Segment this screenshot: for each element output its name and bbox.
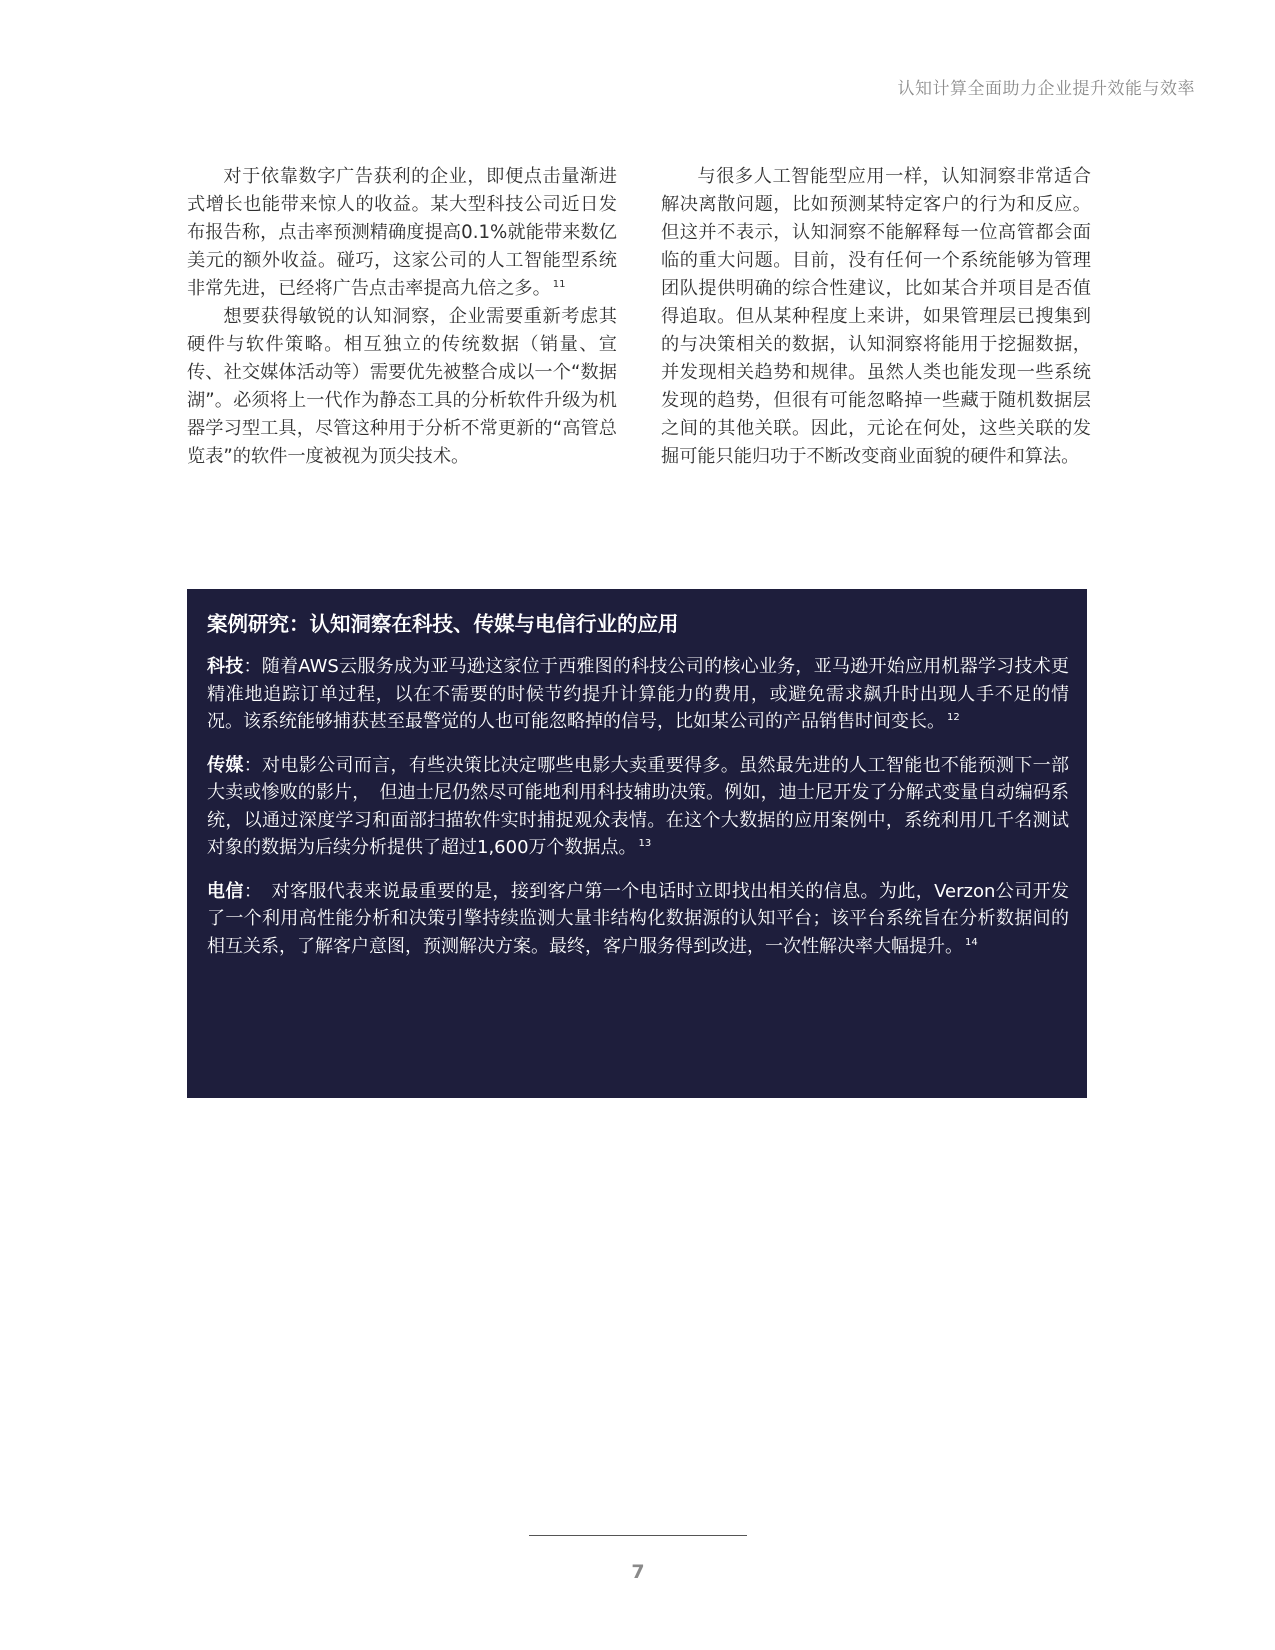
body-columns xyxy=(187,163,1091,471)
case-media-label: 传媒 xyxy=(207,754,244,776)
case-telecom-text: ： 对客服代表来说最重要的是，接到客户第一个电话时立即找出相关的信息。为此，Verzon公司开发了一个利用高性能分析和决策引擎持续监测大量非结构化数据源的认知平台；该平台系统旨在分析数据间的相互关系，了解客户意图，预测解决方案。最终，客户服务得到改进，一次性解决率大幅提升。 xyxy=(207,880,1069,957)
case-study-box xyxy=(187,589,1087,1098)
footnote-ref[interactable]: 13 xyxy=(638,838,652,849)
footnote-ref[interactable]: 14 xyxy=(965,936,978,948)
paragraph-text: 想要获得敏锐的认知洞察，企业需要重新考虑其硬件与软件策略。相互独立的传统数据（销量、宣传、社交媒体活动等）需要优先被整合成以一个“数据湖”。必须将上一代作为静态工具的分析软件升级为机器学习型工具，尽管这种用于分析不常更新的“高管总览表”的软件一度被视为顶尖技术。 xyxy=(187,306,617,467)
paragraph xyxy=(661,163,1091,471)
footnote-ref[interactable]: 11 xyxy=(552,278,566,290)
case-media-paragraph xyxy=(207,752,1069,862)
paragraph-text: 与很多人工智能型应用一样，认知洞察非常适合解决离散问题，比如预测某特定客户的行为和反应。但这并不表示，认知洞察不能解释每一位高管都会面临的重大问题。目前，没有任何一个系统能够为管理团队提供明确的综合性建议，比如某合并项目是否值得追取。但从某种程度上来讲，如果管理层已搜集到的与决策相关的数据，认知洞察将能用于挖掘数据，并发现相关趋势和规律。虽然人类也能发现一些系统发现的趋势，但很有可能忽略掉一些藏于随机数据层之间的其他关联。因此，元论在何处，这些关联的发掘可能只能归功于不断改变商业面貌的硬件和算法。 xyxy=(661,166,1091,467)
right-column xyxy=(661,163,1091,471)
footnote-ref[interactable]: 12 xyxy=(947,712,960,723)
paragraph xyxy=(187,163,617,303)
page-number: 7 xyxy=(631,1561,645,1583)
footer-divider xyxy=(529,1535,747,1536)
case-tech-paragraph xyxy=(207,653,1069,736)
left-column xyxy=(187,163,617,471)
case-media-text: ：对电影公司而言，有些决策比决定哪些电影大卖重要得多。虽然最先进的人工智能也不能预测下一部大卖或惨败的影片， 但迪士尼仍然尽可能地利用科技辅助决策。例如，迪士尼开发了分解式变量自动编码系统，以通过深度学习和面部扫描软件实时捕捉观众表情。在这个大数据的应用案例中，系统利用几千名测试对象的数据为后续分析提供了超过1,600万个数据点。 xyxy=(207,754,1070,858)
paragraph-text: 对于依靠数字广告获利的企业，即便点击量渐进式增长也能带来惊人的收益。某大型科技公司近日发布报告称，点击率预测精确度提高0.1%就能带来数亿美元的额外收益。碰巧，这家公司的人工智能型系统非常先进，已经将广告点击率提高九倍之多。 xyxy=(187,166,617,299)
case-tech-text: ：随着AWS云服务成为亚马逊这家位于西雅图的科技公司的核心业务，亚马逊开始应用机器学习技术更精准地追踪订单过程，以在不需要的时候节约提升计算能力的费用，或避免需求飙升时出现人手不足的情况。该系统能够捕获甚至最警觉的人也可能忽略掉的信号，比如某公司的产品销售时间变长。 xyxy=(207,656,1069,732)
case-telecom-paragraph xyxy=(207,878,1069,961)
case-telecom-label: 电信 xyxy=(207,880,244,902)
running-header: 认知计算全面助力企业提升效能与效率 xyxy=(897,79,1195,99)
paragraph xyxy=(187,303,617,471)
case-tech-label: 科技 xyxy=(207,656,244,677)
case-study-title: 案例研究：认知洞察在科技、传媒与电信行业的应用 xyxy=(207,612,679,636)
